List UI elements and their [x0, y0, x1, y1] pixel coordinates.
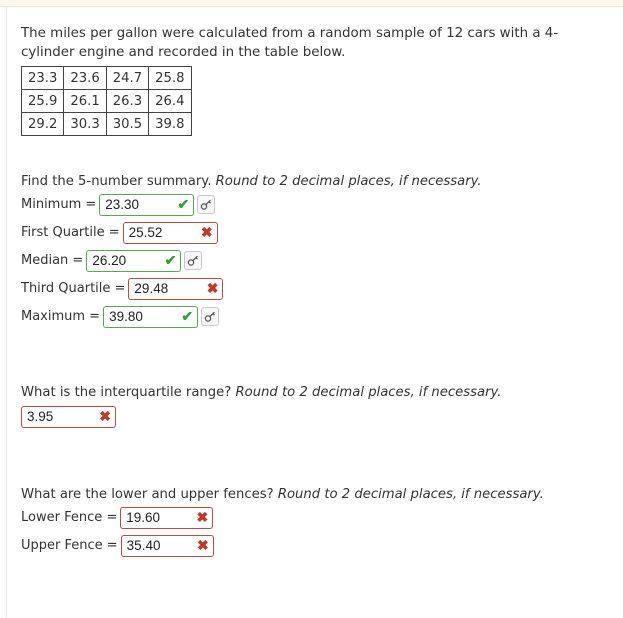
- table-cell: 23.3: [22, 67, 64, 90]
- fences-prompt: What are the lower and upper fences? Round to 2 decimal places, if necessary.: [21, 487, 544, 502]
- first-quartile-row: [21, 221, 611, 244]
- table-cell: 24.7: [106, 67, 148, 90]
- iqr-prompt: What is the interquartile range? Round to 2 decimal places, if necessary.: [21, 385, 502, 400]
- key-icon[interactable]: [184, 251, 202, 270]
- median-input[interactable]: 26.20 ✔: [86, 250, 181, 272]
- five-number-section: [21, 174, 611, 328]
- lower-fence-label: Lower Fence =: [21, 510, 118, 525]
- maximum-input[interactable]: 39.80 ✔: [103, 306, 198, 328]
- first-quartile-input[interactable]: 25.52 ✖: [123, 222, 218, 244]
- checkmark-icon: ✔: [181, 308, 194, 324]
- key-icon[interactable]: [201, 307, 219, 326]
- table-cell: 30.3: [64, 113, 106, 136]
- table-cell: 26.1: [64, 90, 106, 113]
- minimum-input[interactable]: 23.30 ✔: [99, 194, 194, 216]
- table-cell: 25.8: [149, 67, 191, 90]
- table-row: [22, 67, 192, 90]
- mpg-table: [21, 66, 192, 136]
- x-mark-icon: ✖: [200, 224, 213, 240]
- iqr-row: [21, 405, 611, 428]
- lower-fence-row: [21, 506, 611, 529]
- table-row: [22, 90, 192, 113]
- question-content: [21, 24, 611, 557]
- table-cell: 30.5: [106, 113, 148, 136]
- table-cell: 39.8: [149, 113, 191, 136]
- maximum-row: [21, 305, 611, 328]
- median-label: Median =: [21, 253, 84, 268]
- x-mark-icon: ✖: [196, 537, 209, 553]
- table-cell: 25.9: [22, 90, 64, 113]
- table-cell: 23.6: [64, 67, 106, 90]
- minimum-label: Minimum =: [21, 197, 97, 212]
- x-mark-icon: ✖: [196, 509, 209, 525]
- table-row: [22, 113, 192, 136]
- first-quartile-label: First Quartile =: [21, 225, 120, 240]
- upper-fence-label: Upper Fence =: [21, 538, 118, 553]
- key-icon[interactable]: [197, 195, 215, 214]
- maximum-label: Maximum =: [21, 309, 101, 324]
- x-mark-icon: ✖: [206, 280, 219, 296]
- question-intro: The miles per gallon were calculated from a random sample of 12 cars with a 4-cylinder engine and recorded in the table below.: [21, 26, 559, 60]
- checkmark-icon: ✔: [177, 196, 190, 212]
- upper-fence-row: [21, 534, 611, 557]
- third-quartile-label: Third Quartile =: [21, 281, 126, 296]
- checkmark-icon: ✔: [164, 252, 177, 268]
- minimum-row: [21, 193, 611, 216]
- x-mark-icon: ✖: [99, 408, 111, 424]
- iqr-section: [21, 385, 611, 428]
- left-divider: [6, 6, 7, 618]
- table-cell: 26.4: [149, 90, 191, 113]
- iqr-input[interactable]: 3.95 ✖: [21, 406, 116, 428]
- table-cell: 29.2: [22, 113, 64, 136]
- upper-fence-input[interactable]: 35.40 ✖: [121, 535, 214, 557]
- five-number-prompt: Find the 5-number summary. Round to 2 decimal places, if necessary.: [21, 174, 482, 189]
- top-banner: [0, 0, 623, 7]
- third-quartile-row: [21, 277, 611, 300]
- table-cell: 26.3: [106, 90, 148, 113]
- third-quartile-input[interactable]: 29.48 ✖: [128, 278, 223, 300]
- median-row: [21, 249, 611, 272]
- lower-fence-input[interactable]: 19.60 ✖: [120, 507, 213, 529]
- fences-section: [21, 487, 611, 557]
